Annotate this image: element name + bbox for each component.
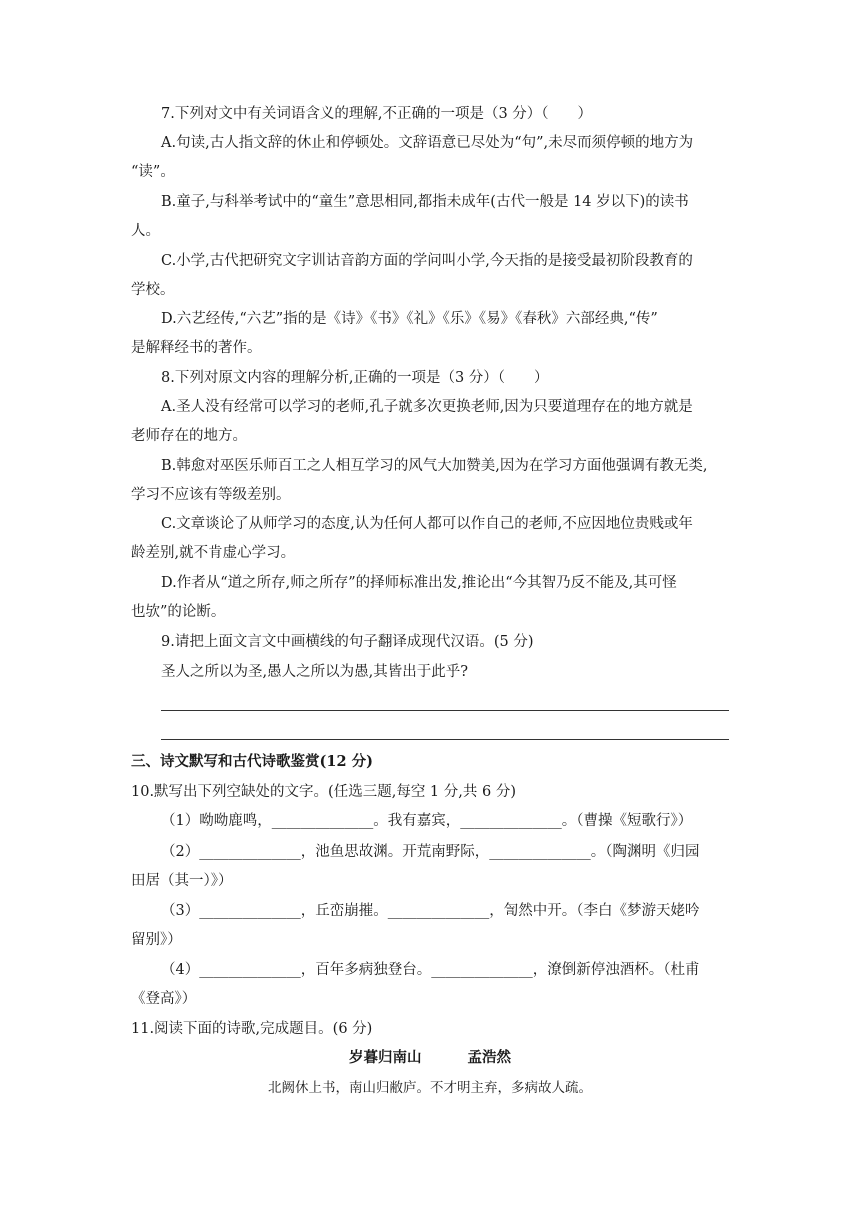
poem-heading [0, 1048, 860, 1068]
q10-stem: 10.默写出下列空缺处的文字。(任选三题,每空 1 分,共 6 分) [131, 784, 516, 800]
q10-item-4: （4）______________，百年多病独登台。______________，潦倒新停浊酒杯。（杜甫 [161, 962, 700, 978]
q11-stem: 11.阅读下面的诗歌,完成题目。(6 分) [131, 1021, 373, 1037]
poem-line-1: 北阙休上书，南山归敝庐。不才明主弃，多病故人疏。 [268, 1080, 592, 1096]
q7-option-c: C.小学,古代把研究文字训诂音韵方面的学问叫小学,今天指的是接受最初阶段教育的 [161, 253, 693, 269]
q8-stem: 8.下列对原文内容的理解分析,正确的一项是（3 分）（ ） [161, 370, 549, 386]
q10-item-2: （2）______________，池鱼思故渊。开荒南野际，______________。（陶渊明《归园 [161, 844, 700, 860]
q7-option-b: B.童子,与科举考试中的“童生”意思相同,都指未成年(古代一般是 14 岁以下)的读书 [161, 194, 689, 210]
q7-option-a-cont: “读”。 [131, 164, 175, 180]
q7-option-c-cont: 学校。 [131, 282, 175, 298]
q7-option-d-cont: 是解释经书的著作。 [131, 340, 262, 356]
q9-sentence: 圣人之所以为圣,愚人之所以为愚,其皆出于此乎? [161, 664, 468, 680]
q8-option-c-cont: 龄差别,就不肯虚心学习。 [131, 545, 296, 561]
q8-option-a-cont: 老师存在的地方。 [131, 428, 247, 444]
q10-item-1: （1）呦呦鹿鸣，______________。我有嘉宾，______________。（曹操《短歌行》） [161, 813, 693, 829]
q9-stem: 9.请把上面文言文中画横线的句子翻译成现代汉语。(5 分) [161, 634, 534, 650]
q8-option-d-cont: 也欤”的论断。 [131, 604, 226, 620]
q7-stem: 7.下列对文中有关词语含义的理解,不正确的一项是（3 分）（ ） [161, 106, 593, 122]
poem-author: 孟浩然 [467, 1050, 511, 1066]
q10-item-3: （3）______________，丘峦崩摧。______________，訇然中开。（李白《梦游天姥吟 [161, 903, 700, 919]
q10-item-2-cont: 田居（其一）》） [131, 873, 233, 889]
q7-option-a: A.句读,古人指文辞的休止和停顿处。文辞语意已尽处为“句”,未尽而须停顿的地方为 [161, 135, 694, 151]
q8-option-d: D.作者从“道之所存,师之所存”的择师标准出发,推论出“今其智乃反不能及,其可怪 [161, 575, 677, 591]
q7-option-d: D.六艺经传,“六艺”指的是《诗》《书》《礼》《乐》《易》《春秋》六部经典,“传” [161, 311, 658, 327]
q8-option-b-cont: 学习不应该有等级差别。 [131, 487, 291, 503]
q8-option-a: A.圣人没有经常可以学习的老师,孔子就多次更换老师,因为只要道理存在的地方就是 [161, 399, 693, 415]
q7-option-b-cont: 人。 [131, 223, 160, 239]
q8-option-c: C.文章谈论了从师学习的态度,认为任何人都可以作自己的老师,不应因地位贵贱或年 [161, 516, 693, 532]
answer-line-1[interactable] [161, 710, 729, 711]
answer-line-2[interactable] [161, 739, 729, 740]
q10-item-4-cont: 《登高》） [131, 991, 197, 1007]
q8-option-b: B.韩愈对巫医乐师百工之人相互学习的风气大加赞美,因为在学习方面他强调有教无类, [161, 458, 708, 474]
section-heading: 三、诗文默写和古代诗歌鉴赏(12 分) [131, 753, 373, 770]
poem-title: 岁暮归南山 [349, 1050, 422, 1066]
q10-item-3-cont: 留别》） [131, 932, 182, 948]
